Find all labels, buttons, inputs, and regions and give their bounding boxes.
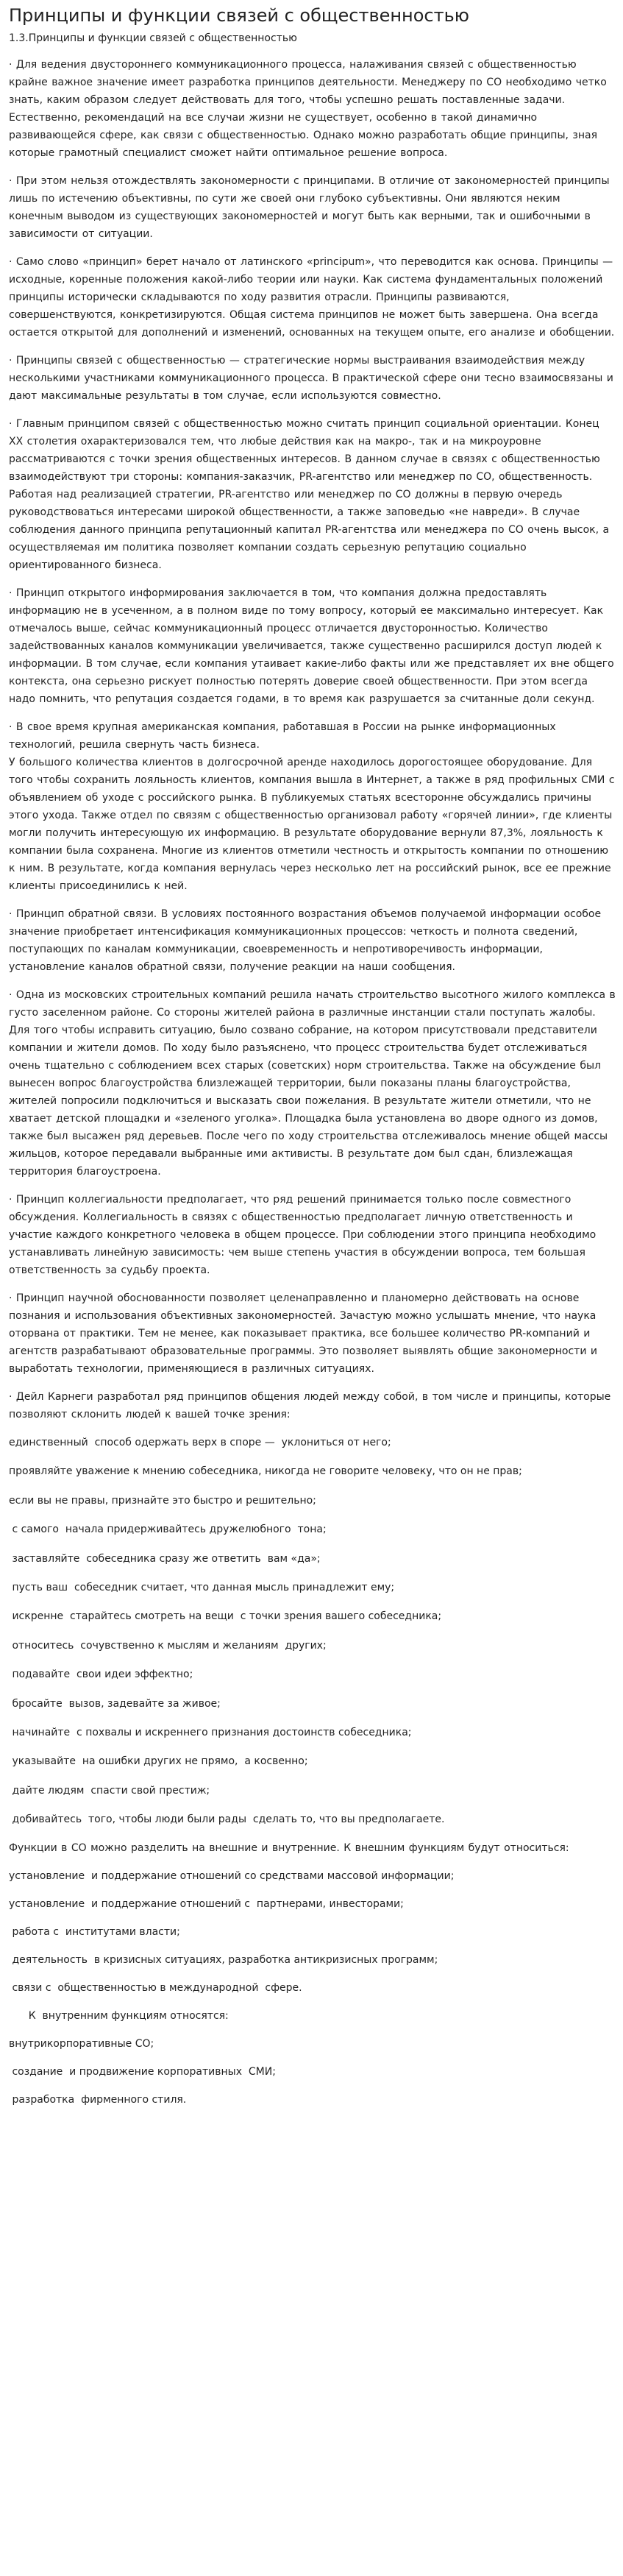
internal-function-item: разработка фирменного стиля. [9,2094,187,2106]
functions-intro: Функции в СО можно разделить на внешние и внутренние. К внешним функциям будут относиться: [9,1842,569,1855]
principle-item: добивайтесь того, чтобы люди были рады сделать то, что вы предполагаете. [9,1814,445,1826]
paragraph: · Одна из московских строительных компаний решила начать строительство высотного жилого комплекса в густо заселенном районе. Со стороны жителей района в различные инстанции стали поступать жалобы. Для того чтобы исправить ситуацию, было созвано собрание, на котором присутствовали представители компании и жители домов. По ходу было разъяснено, что процесс строительства будет отслеживаться очень тщательно с соблюдением всех старых (советских) норм строительства. Также на обсуждение был вынесен вопрос благоустройства близлежащей территории, были показаны планы благоустройства, жителей попросили подключиться и высказать свои пожелания. В результате жители отметили, что не хватает детской площадки и «зеленого уголка». Площадка была установлена во дворе одного из домов, также был высажен ряд деревьев. После чего по ходу строительства отслеживалось мнение общей массы жильцов, которое передавали выбранные ими активисты. В результате дом был сдан, близлежащая территория благоустроена. [9,989,616,1178]
principle-item: заставляйте собеседника сразу же ответить вам «да»; [9,1552,321,1565]
paragraph: · Само слово «принцип» берет начало от латинского «principum», что переводится как основа. Принципы — исходные, коренные положения какой-либо теории или науки. Как система фундаментальных положений принципы исторически складываются по ходу развития отрасли. Принципы развиваются, совершенствуются, конкретизируются. Общая система принципов не может быть завершена. Она всегда остается открытой для дополнений и изменений, основанных на текущем опыте, его анализе и обобщении. [9,256,615,339]
internal-function-item: внутрикорпоративные СО; [9,2038,154,2050]
section-subtitle: 1.3.Принципы и функции связей с общественностью [9,32,297,44]
principle-item: с самого начала придерживайтесь дружелюбного тона; [9,1524,327,1536]
principle-item: указывайте на ошибки других не прямо, а косвенно; [9,1755,308,1768]
paragraph: · Принцип открытого информирования заключается в том, что компания должна предоставлять информацию не в усеченном, а в полном виде по тому вопросу, который ее максимально интересует. Как отмечалось выше, сейчас коммуникационный процесс отличается двусторонностью. Количество задействованных каналов коммуникации увеличивается, также существенно расширился доступ людей к информации. В том случае, если компания утаивает какие-либо факты или же представляет их вне общего контекста, она серьезно рискует полностью потерять доверие своей общественности. При этом всегда надо помнить, что репутация создается годами, в то время как разрушается за считанные доли секунд. [9,587,614,705]
paragraph: · Принцип коллегиальности предполагает, что ряд решений принимается только после совместного обсуждения. Коллегиальность в связях с общественностью предполагает личную ответственность и участие каждого конкретного человека в общем процессе. При соблюдении этого принципа необходимо устанавливать линейную зависимость: чем выше степень участия в обсуждении вопроса, тем большая ответственность за судьбу проекта. [9,1194,597,1276]
principle-item: относитесь сочувственно к мыслям и желаниям других; [9,1639,327,1652]
principle-item: начинайте с похвалы и искреннего признания достоинств собеседника; [9,1726,412,1738]
paragraph: · Дейл Карнеги разработал ряд принципов общения людей между собой, в том числе и принципы, которые позволяют склонить людей к вашей точке зрения: [9,1391,611,1420]
external-function-item: связи с общественностью в международной сфере. [9,1982,302,1995]
external-function-item: установление и поддержание отношений с партнерами, инвесторами; [9,1898,404,1911]
principle-item: дайте людям спасти свой престиж; [9,1784,210,1797]
principle-item: пусть ваш собеседник считает, что данная мысль принадлежит ему; [9,1581,395,1593]
paragraph: · Принцип обратной связи. В условиях постоянного возрастания объемов получаемой информации особое значение приобретает интенсификация коммуникационных процессов: четкость и полнота сведений, поступающих по каналам коммуникации, своевременность и непротиворечивость информации, установление каналов обратной связи, получение реакции на наши сообщения. [9,908,602,973]
internal-functions-intro: К внутренним функциям относятся: [9,2010,229,2023]
principle-item: подавайте свои идеи эффектно; [9,1669,193,1681]
principle-item: проявляйте уважение к мнению собеседника, никогда не говорите человеку, что он не прав; [9,1465,522,1478]
principle-item: если вы не правы, признайте это быстро и решительно; [9,1494,316,1507]
principle-item: единственный способ одержать верх в споре — уклониться от него; [9,1437,391,1448]
paragraph: · Принципы связей с общественностью — стратегические нормы выстраивания взаимодействия между несколькими участниками коммуникационного процесса. В практической сфере они тесно взаимосвязаны и дают максимальные результаты в том случае, если используются совместно. [9,355,613,402]
external-function-item: работа с институтами власти; [9,1926,180,1939]
principle-item: искренне старайтесь смотреть на вещи с точки зрения вашего собеседника; [9,1610,442,1623]
paragraph: · Принцип научной обоснованности позволяет целенаправленно и планомерно действовать на основе познания и использования объективных закономерностей. Зачастую можно услышать мнение, что наука оторвана от практики. Тем не менее, как показывает практика, все большее количество PR-компаний и агентств разрабатывают образовательные программы. Это позволяет выявлять общие закономерности и выработать технологии, применяющиеся в различных ситуациях. [9,1292,597,1375]
paragraph: · В свое время крупная американская компания, работавшая в России на рынке информационных технологий, решила свернуть часть бизнеса. У большого количества клиентов в долгосрочной аренде находилось дорогостоящее оборудование. Для того чтобы сохранить лояльность клиентов, компания вышла в Интернет, а также в ряд профильных СМИ с объявлением об уходе с российского рынка. В публикуемых статьях всесторонне обсуждались причины этого ухода. Также отдел по связям с общественностью организовал работу «горячей линии», где клиенты могли получить интересующую их информацию. В результате оборудование вернули 87,3%, лояльность к компании была сохранена. Многие из клиентов отметили честность и открытость компании по отношению к ним. В результате, когда компания вернулась через несколько лет на российский рынок, все ее прежние клиенты присоединились к ней. [9,721,615,892]
page-title: Принципы и функции связей с общественностью [9,5,469,26]
paragraph: · При этом нельзя отождествлять закономерности с принципами. В отличие от закономерностей принципы лишь по истечению объективны, по сути же своей они глубоко субъективны. Они являются неким конечным выводом из существующих закономерностей и могут быть как верными, так и ошибочными в зависимости от ситуации. [9,175,610,240]
internal-function-item: создание и продвижение корпоративных СМИ; [9,2066,276,2078]
external-function-item: деятельность в кризисных ситуациях, разработка антикризисных программ; [9,1954,438,1967]
paragraph: · Для ведения двустороннего коммуникационного процесса, налаживания связей с общественностью крайне важное значение имеет разработка принципов деятельности. Менеджеру по СО необходимо четко знать, каким образом следует действовать для того, чтобы успешно решать поставленные задачи. Естественно, рекомендаций на все случаи жизни не существует, особенно в такой динамично развивающейся сфере, как связи с общественностью. Однако можно разработать общие принципы, зная которые грамотный специалист сможет найти оптимальное решение вопроса. [9,59,607,159]
external-function-item: установление и поддержание отношений со средствами массовой информации; [9,1870,455,1883]
principle-item: бросайте вызов, задевайте за живое; [9,1697,221,1710]
paragraph: · Главным принципом связей с общественностью можно считать принцип социальной ориентации. Конец XX столетия охарактеризовался тем, что любые действия как на макро-, так и на микроуровне рассматриваются с точки зрения общественных интересов. В данном случае в связях с общественностью взаимодействуют три стороны: компания-заказчик, PR-агентство или менеджер по СО, общественность. Работая над реализацией стратегии, PR-агентство или менеджер по СО должны в первую очередь руководствоваться интересами широкой общественности, а также заповедью «не навреди». В случае соблюдения данного принципа репутационный капитал PR-агентства или менеджера по СО очень высок, а осуществляемая им политика позволяет компании создать серьезную репутацию социально ориентированного бизнеса. [9,418,610,571]
